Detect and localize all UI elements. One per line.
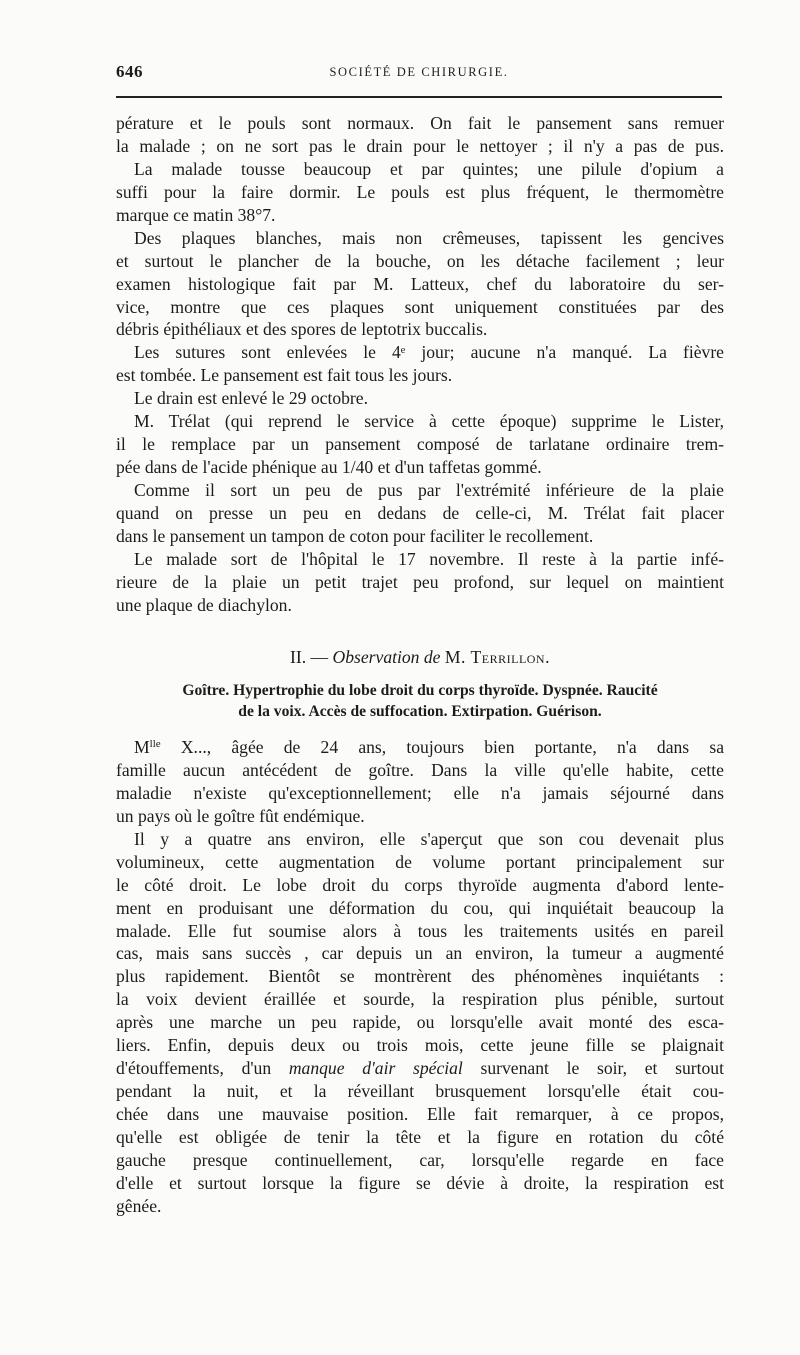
case-title-line: Goître. Hypertrophie du lobe droit du corps thyroïde. Dyspnée. Raucité xyxy=(182,682,658,699)
text-line: débris épithéliaux et des spores de leptotrix buccalis. xyxy=(116,319,488,340)
text-line: liers. Enfin, depuis deux ou trois mois, cette jeune fille se plaignait xyxy=(116,1035,724,1056)
text-line: gauche presque continuellement, car, lorsqu'elle regarde en face xyxy=(116,1149,724,1170)
text-line: Il y a quatre ans environ, elle s'aperçut que son cou devenait plus xyxy=(134,828,724,849)
text-line: dans le pansement un tampon de coton pour faciliter le recollement. xyxy=(116,525,594,546)
text-line: maladie n'existe qu'exceptionnellement; elle n'a jamais séjourné dans xyxy=(116,782,724,803)
honorific-superscript: lle xyxy=(149,738,161,750)
text-fragment: X..., âgée de 24 ans, toujours bien portante, n'a dans sa xyxy=(160,737,724,757)
text-line: volumineux, cette augmentation de volume portant principalement sur xyxy=(116,851,724,872)
text-line: Des plaques blanches, mais non crêmeuses, tapissent les gencives xyxy=(134,227,724,248)
text-line: cas, mais sans succès , car depuis un an environ, la tumeur a augmenté xyxy=(116,943,724,964)
text-line: examen histologique fait par M. Latteux, chef du laboratoire du ser- xyxy=(116,273,724,294)
section-number: II. — xyxy=(289,647,329,667)
text-line: rieure de la plaie un petit trajet peu profond, sur lequel on maintient xyxy=(116,571,724,592)
text-line-italic xyxy=(116,1057,724,1080)
text-line: famille aucun antécédent de goître. Dans la ville qu'elle habite, cette xyxy=(116,759,724,780)
text-line: après une marche un peu rapide, ou lorsqu'elle avait monté des esca- xyxy=(116,1012,724,1033)
text-line: chée dans une mauvaise position. Elle fait remarquer, à ce propos, xyxy=(116,1104,724,1124)
text-block-2 xyxy=(116,736,724,1218)
text-line: Le drain est enlevé le 29 octobre. xyxy=(134,388,368,409)
running-title: SOCIÉTÉ DE CHIRURGIE. xyxy=(329,65,509,79)
page-number: 646 xyxy=(116,62,143,81)
italic-phrase: manque d'air spécial xyxy=(288,1058,463,1079)
text-line: il le remplace par un pansement composé de tarlatane ordinaire trem- xyxy=(116,434,724,455)
text-block-1 xyxy=(116,112,724,617)
text-line: plus rapidement. Bientôt se montrèrent des phénomènes inquiétants : xyxy=(116,966,724,987)
text-line: Le malade sort de l'hôpital le 17 novembre. Il reste à la partie infé- xyxy=(134,548,724,569)
text-line-first xyxy=(116,736,724,759)
honorific: M xyxy=(134,737,150,757)
text-line: quand on presse un peu en dedans de celle-ci, M. Trélat fait placer xyxy=(116,502,724,523)
text-line: vice, montre que ces plaques sont uniquement constituées par des xyxy=(116,296,724,317)
text-fragment: survenant le soir, et surtout xyxy=(462,1058,724,1079)
text-line: un pays où le goître fût endémique. xyxy=(116,805,365,826)
text-line: M. Trélat (qui reprend le service à cette époque) supprime le Lister, xyxy=(134,411,724,432)
text-line: Les sutures sont enlevées le 4ᵉ jour; aucune n'a manqué. La fièvre xyxy=(134,342,724,363)
text-fragment: d'étouffements, d'un xyxy=(116,1058,289,1079)
text-line: d'elle et surtout lorsque la figure se dévie à droite, la respiration est xyxy=(116,1172,724,1193)
text-line: Comme il sort un peu de pus par l'extrémité inférieure de la plaie xyxy=(134,480,724,500)
text-line: pendant la nuit, et la réveillant brusquement lorsqu'elle était cou- xyxy=(116,1081,724,1102)
page-header xyxy=(116,62,722,86)
text-line: gênée. xyxy=(116,1195,162,1216)
text-line: qu'elle est obligée de tenir la tête et la figure en rotation du côté xyxy=(116,1126,724,1147)
section-author: M. Terrillon. xyxy=(444,647,551,667)
case-title-line: de la voix. Accès de suffocation. Extirpation. Guérison. xyxy=(238,703,602,720)
text-line: pérature et le pouls sont normaux. On fait le pansement sans remuer xyxy=(116,113,724,133)
text-line: et surtout le plancher de la bouche, on les détache facilement ; leur xyxy=(116,250,724,271)
text-line: la voix devient éraillée et sourde, la respiration plus pénible, surtout xyxy=(116,989,724,1010)
text-line: suffi pour la faire dormir. Le pouls est plus fréquent, le thermomètre xyxy=(116,181,724,202)
header-rule xyxy=(116,96,722,98)
text-line: ment en produisant une déformation du cou, qui inquiétait beaucoup la xyxy=(116,897,724,918)
section-heading xyxy=(116,646,724,668)
text-line: la malade ; on ne sort pas le drain pour le nettoyer ; il n'y a pas de pus. xyxy=(116,135,724,156)
text-line: malade. Elle fut soumise alors à tous les traitements usités en pareil xyxy=(116,920,724,941)
text-line: pée dans de l'acide phénique au 1/40 et d'un taffetas gommé. xyxy=(116,457,542,478)
case-title xyxy=(116,680,724,722)
text-line: marque ce matin 38°7. xyxy=(116,204,276,225)
text-line: une plaque de diachylon. xyxy=(116,594,292,615)
text-line: le côté droit. Le lobe droit du corps thyroïde augmenta d'abord lente- xyxy=(116,874,724,895)
text-line: est tombée. Le pansement est fait tous les jours. xyxy=(116,365,453,386)
section-label: Observation de xyxy=(332,647,441,667)
text-line: La malade tousse beaucoup et par quintes; une pilule d'opium a xyxy=(134,158,724,179)
